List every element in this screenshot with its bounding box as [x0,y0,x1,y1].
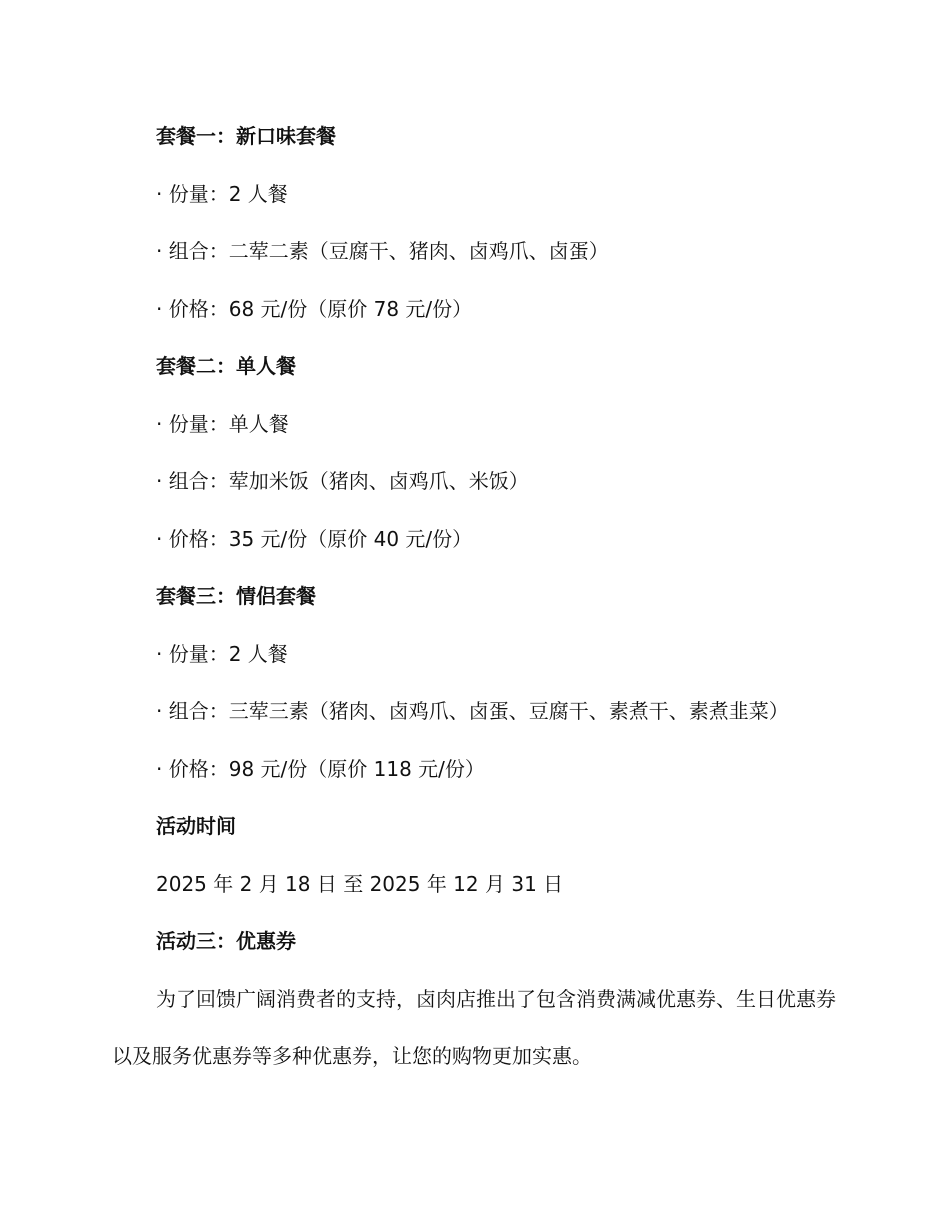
list-item: · 份量：2 人餐 [156,641,288,666]
activity-three-paragraph: 为了回馈广阔消费者的支持，卤肉店推出了包含消费满减优惠券、生日优惠券以及服务优惠券等多种优惠券，让您的购物更加实惠。 [112,986,836,1068]
list-item: · 组合：三荤三素（猪肉、卤鸡爪、卤蛋、豆腐干、素煮干、素煮韭菜） [156,699,789,723]
list-item: · 价格：35 元/份（原价 40 元/份） [156,526,473,551]
list-item: · 价格：68 元/份（原价 78 元/份） [156,296,473,321]
list-item: · 组合：荤加米饭（猪肉、卤鸡爪、米饭） [156,469,529,493]
list-item: · 价格：98 元/份（原价 118 元/份） [156,756,485,781]
activity-time-heading: 活动时间 [156,814,236,838]
activity-three-heading: 活动三：优惠券 [156,929,296,953]
section-heading: 套餐二：单人餐 [156,354,296,378]
list-item: · 份量：2 人餐 [156,181,288,206]
list-item: · 份量：单人餐 [156,411,289,436]
activity-time-text: 2025 年 2 月 18 日 至 2025 年 12 月 31 日 [156,871,564,896]
section-heading: 套餐一：新口味套餐 [156,124,336,148]
list-item: · 组合：二荤二素（豆腐干、猪肉、卤鸡爪、卤蛋） [156,239,609,263]
document-content [112,108,842,1086]
section-heading: 套餐三：情侣套餐 [156,584,316,608]
